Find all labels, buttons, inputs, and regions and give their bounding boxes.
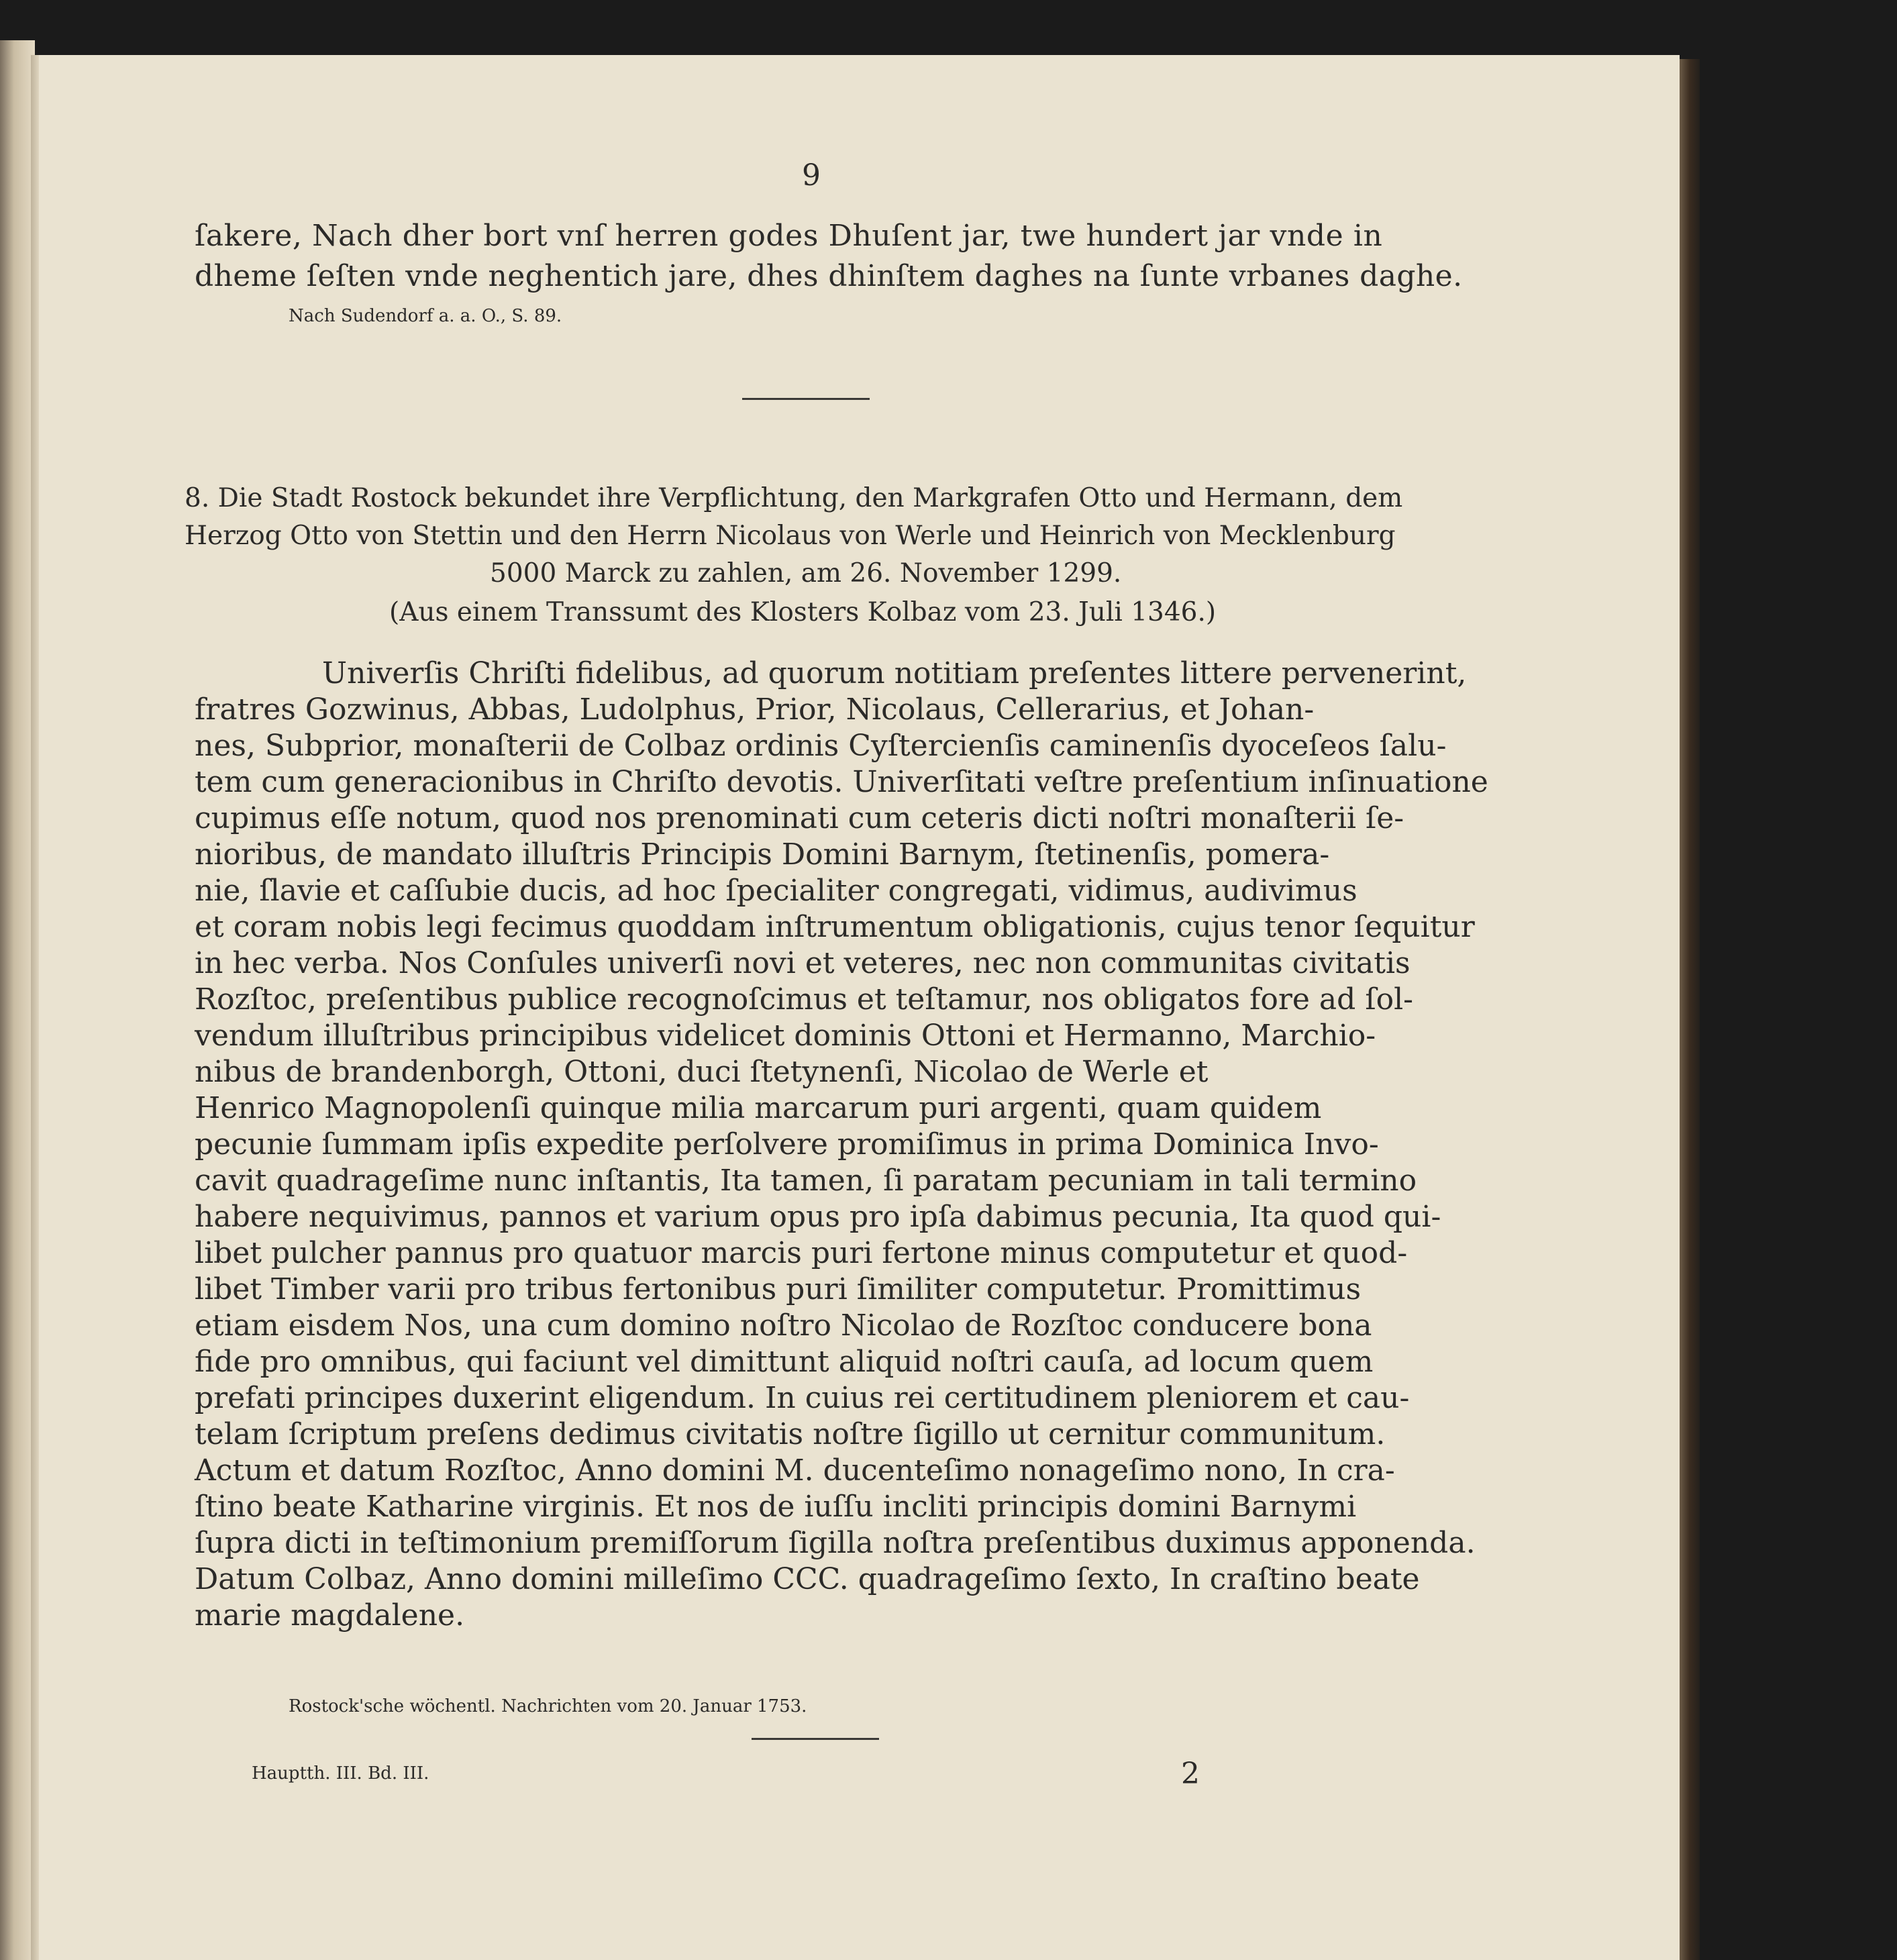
page-number: 9 [802,158,821,193]
previous-text-line: dheme ſeſten vnde neghentich jare, dhes dhinſtem daghes na ſunte vrbanes daghe. [195,259,1463,293]
body-line: libet pulcher pannus pro quatuor marcis puri fertone minus computetur et quod- [195,1236,1408,1270]
body-line: tem cum generacionibus in Chriſto devotis. Univerſitati veſtre preſentium inſinuatione [195,765,1488,799]
entry-heading-line: 5000 Marck zu zahlen, am 26. November 1299. [490,558,1122,588]
previous-text-line: ſakere, Nach dher bort vnſ herren godes Dhuſent jar, twe hundert jar vnde in [195,219,1383,253]
body-line: cavit quadrageſime nunc inſtantis, Ita tamen, ſi paratam pecuniam in tali termino [195,1164,1417,1198]
body-line: in hec verba. Nos Conſules univerſi novi et veteres, nec non communitas civitatis [195,946,1411,980]
body-line: marie magdalene. [195,1598,465,1633]
source-note: Nach Sudendorf a. a. O., S. 89. [289,306,562,326]
body-line: cupimus eſſe notum, quod nos prenominati cum ceteris dicti noſtri monaſterii ſe- [195,801,1404,835]
body-line: nibus de brandenborgh, Ottoni, duci ſtetynenſi, Nicolao de Werle et [195,1055,1209,1089]
body-line: libet Timber varii pro tribus fertonibus puri ſimiliter computetur. Promittimus [195,1272,1362,1306]
section-divider [752,1738,879,1740]
body-line: vendum illuſtribus principibus videlicet dominis Ottoni et Hermanno, Marchio- [195,1019,1376,1053]
body-line: etiam eisdem Nos, una cum domino noſtro Nicolao de Rozſtoc conducere bona [195,1308,1372,1343]
body-line: prefati principes duxerint eligendum. In cuius rei certitudinem pleniorem et cau- [195,1381,1410,1415]
body-line: et coram nobis legi fecimus quoddam inſtrumentum obligationis, cujus tenor ſequitur [195,910,1475,944]
entry-heading-line: Herzog Otto von Stettin und den Herrn Nicolaus von Werle und Heinrich von Mecklenburg [185,521,1396,551]
entry-heading-line: (Aus einem Transsumt des Klosters Kolbaz vom 23. Juli 1346.) [389,597,1217,627]
entry-heading-line: 8. Die Stadt Rostock bekundet ihre Verpflichtung, den Markgrafen Otto und Hermann, dem [185,483,1403,513]
body-line: Univerſis Chriſti fidelibus, ad quorum notitiam preſentes littere pervenerint, [322,656,1467,690]
body-line: fide pro omnibus, qui faciunt vel dimittunt aliquid noſtri cauſa, ad locum quem [195,1345,1374,1379]
body-line: ſupra dicti in teſtimonium premiſſorum ſigilla noſtra preſentibus duximus apponenda. [195,1526,1476,1560]
body-line: Henrico Magnopolenſi quinque milia marcarum puri argenti, quam quidem [195,1091,1322,1125]
body-line: habere nequivimus, pannos et varium opus pro ipſa dabimus pecunia, Ita quod qui- [195,1200,1441,1234]
sheet-signature: Hauptth. III. Bd. III. [252,1763,429,1784]
body-line: telam ſcriptum preſens dedimus civitatis noſtre ſigillo ut cernitur communitum. [195,1417,1386,1451]
body-line: nes, Subprior, monaſterii de Colbaz ordinis Cyſtercienſis caminenſis dyoceſeos ſalu- [195,729,1447,763]
source-note: Rostock'sche wöchentl. Nachrichten vom 20. Januar 1753. [289,1696,807,1716]
body-line: pecunie ſummam ipſis expedite perſolvere promiſimus in prima Dominica Invo- [195,1127,1379,1162]
body-line: nioribus, de mandato illuſtris Principis Domini Barnym, ſtetinenſis, pomera- [195,837,1330,872]
sheet-number: 2 [1181,1757,1200,1791]
body-line: Datum Colbaz, Anno domini milleſimo CCC. quadrageſimo ſexto, In craſtino beate [195,1562,1420,1596]
body-line: ſtino beate Katharine virginis. Et nos de iuſſu incliti principis domini Barnymi [195,1490,1357,1524]
section-divider [742,398,870,400]
body-line: fratres Gozwinus, Abbas, Ludolphus, Prior, Nicolaus, Cellerarius, et Johan- [195,692,1315,727]
body-line: Rozſtoc, preſentibus publice recognoſcimus et teſtamur, nos obligatos fore ad ſol- [195,982,1414,1017]
body-line: nie, ſlavie et caſſubie ducis, ad hoc ſpecialiter congregati, vidimus, audivimus [195,874,1357,908]
body-line: Actum et datum Rozſtoc, Anno domini M. ducenteſimo nonageſimo nono, In cra- [195,1453,1395,1488]
